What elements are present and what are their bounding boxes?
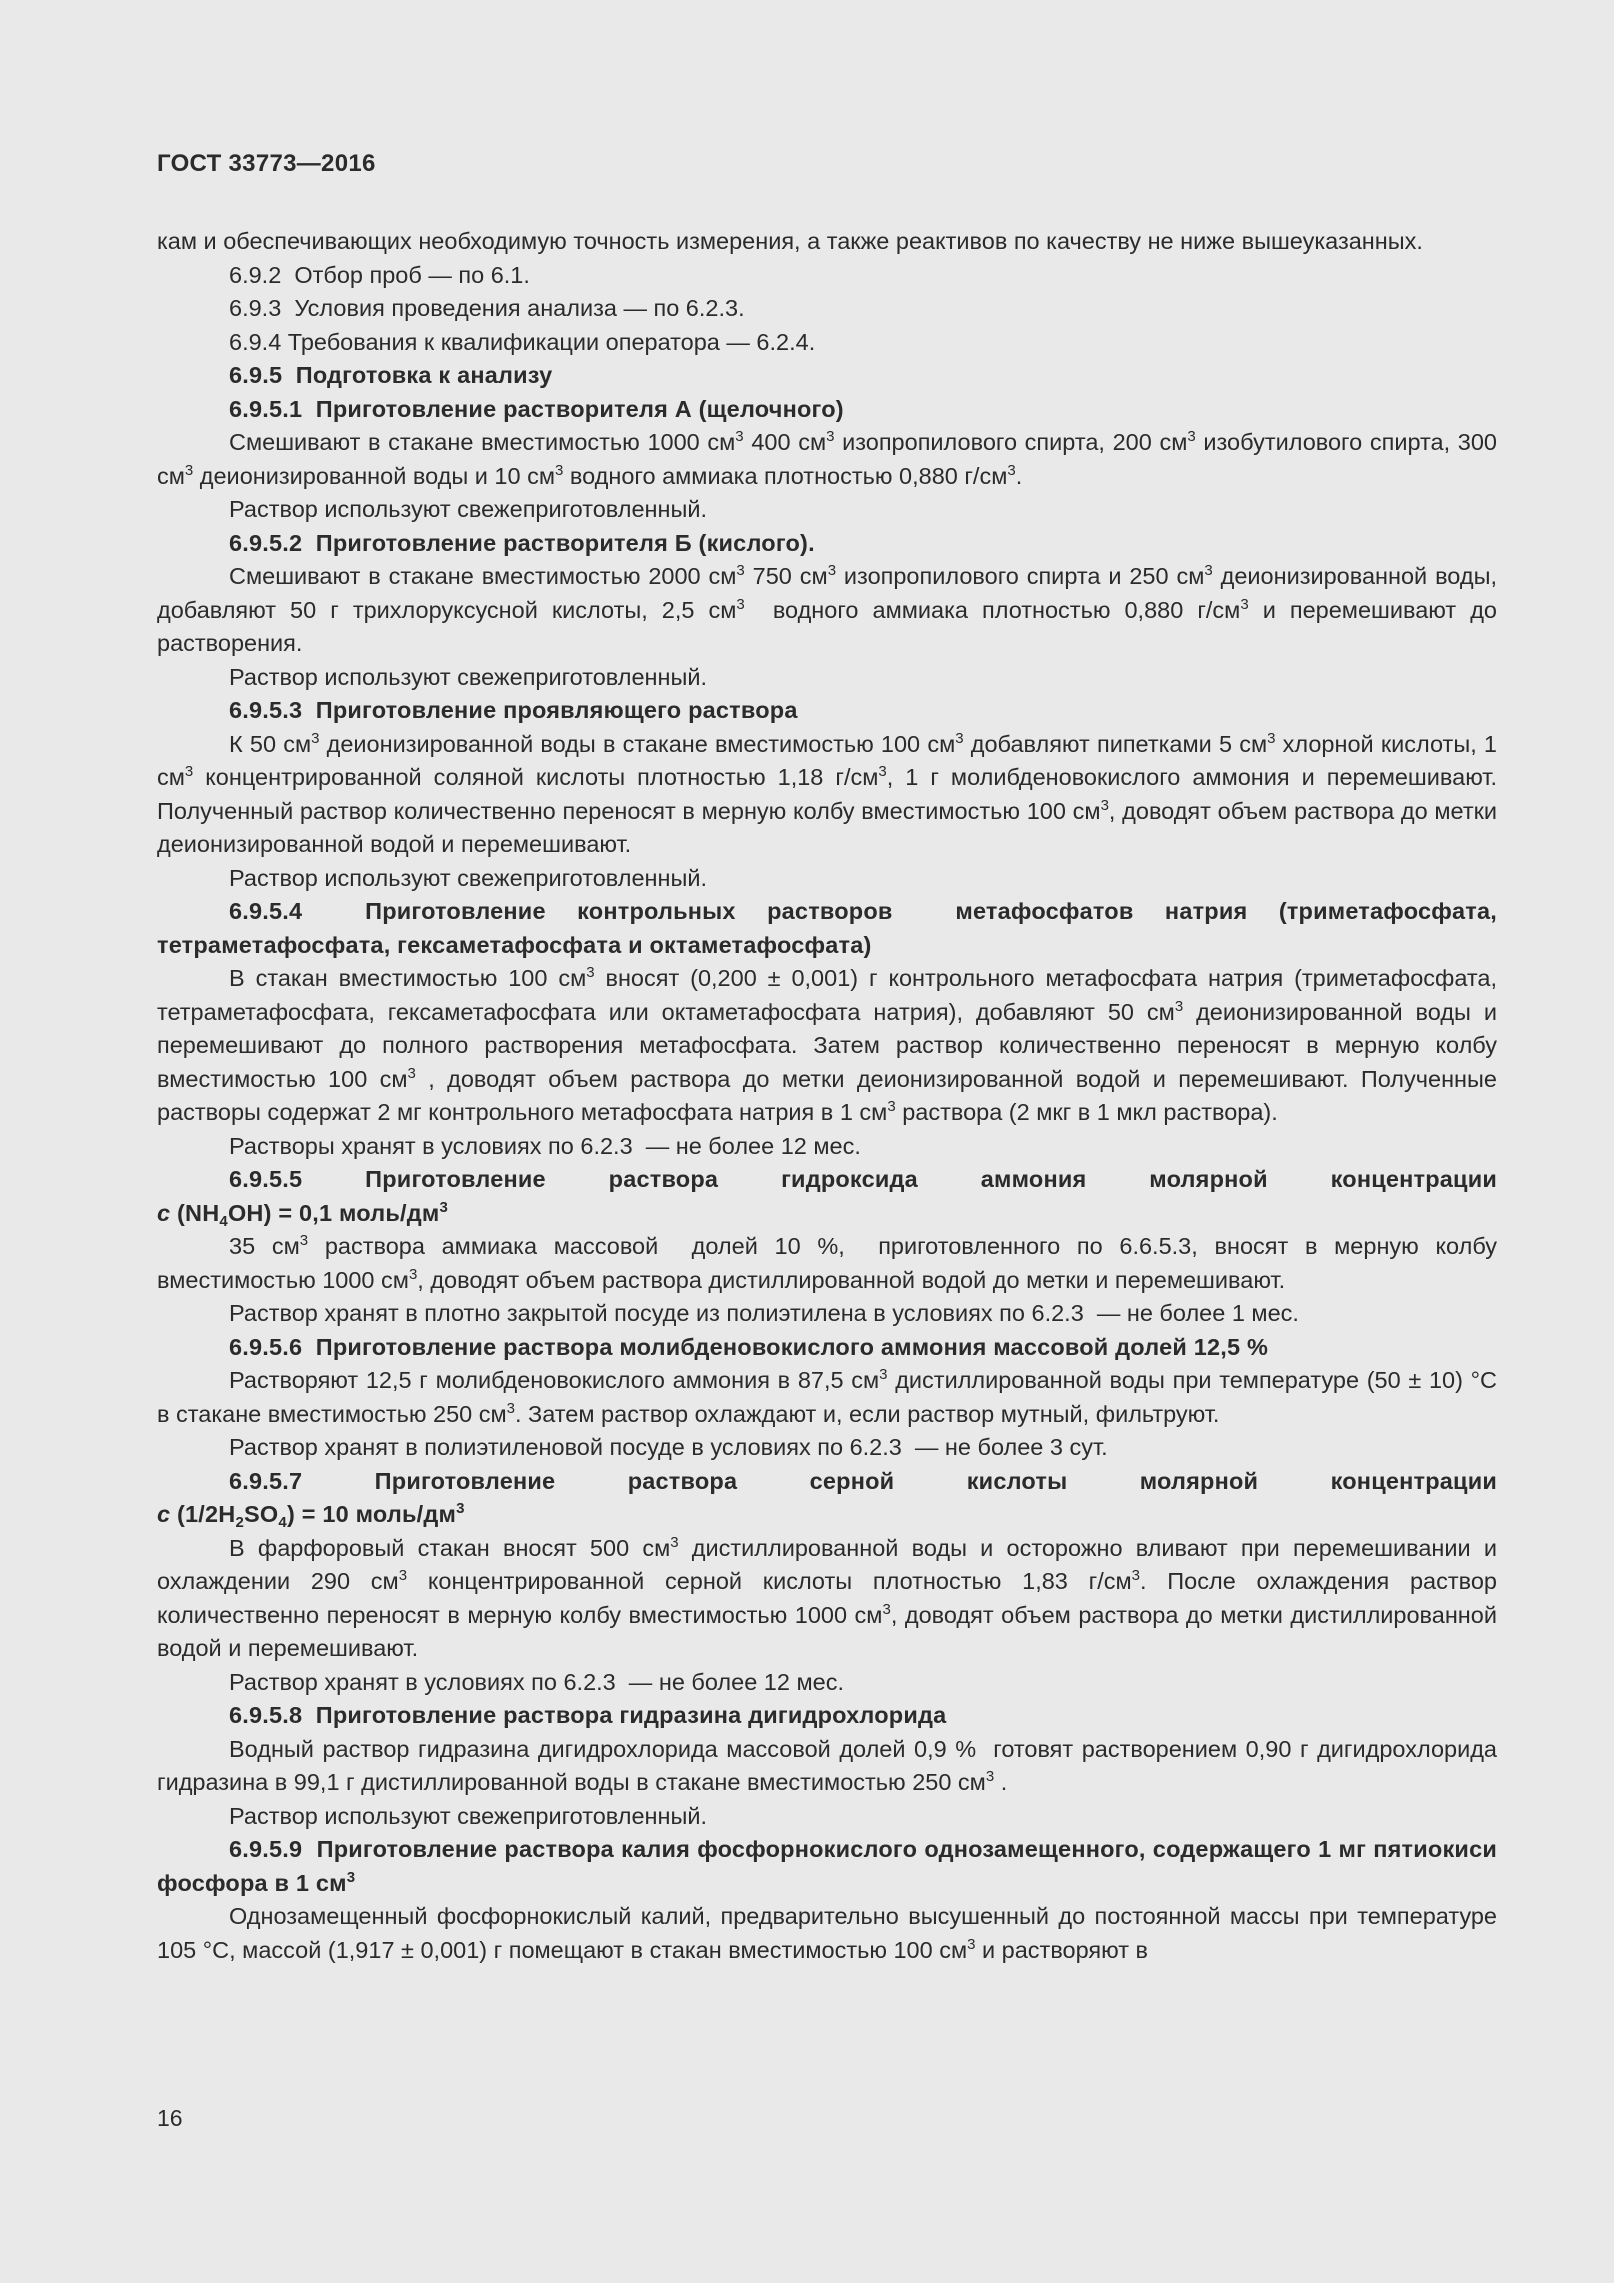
section-heading: 6.9.5.7 Приготовление раствора серной кислоты молярной концентрации (229, 1467, 1497, 1494)
section-heading: 6.9.5.2 Приготовление растворителя Б (кислого). (229, 529, 815, 556)
paragraph: Раствор используют свежеприготовленный. (229, 1802, 708, 1829)
page-number: 16 (157, 2105, 183, 2131)
section-heading: 6.9.5.5 Приготовление раствора гидроксида аммония молярной концентрации (229, 1166, 1497, 1192)
paragraph: Раствор хранят в плотно закрытой посуде из полиэтилена в условиях по 6.2.3 — не более 1 мес. (229, 1300, 1299, 1326)
paragraph: Водный раствор гидразина дигидрохлорида массовой долей 0,9 % готовят растворением 0,90 г дигидрохлорида гидразина в 99,1 г дистиллированной воды в стакане вместимостью 250 $см^3$ . (157, 1735, 1497, 1795)
section-heading: 6.9.5.6 Приготовление раствора молибденовокислого аммония массовой долей 12,5 % (229, 1333, 1269, 1360)
paragraph: Смешивают в стакане вместимостью 1000 $см^3$ 400 $см^3$ изопропилового спирта, 200 $см^3$ изобутилового спирта, 300 $см^3$ деионизированной воды и 10 $см^3$ водного аммиака плотностью 0,880 $г/см^3$. (157, 428, 1497, 489)
document-header: ГОСТ 33773—2016 (157, 150, 376, 177)
paragraph: В фарфоровый стакан вносят 500 $см^3$ дистиллированной воды и осторожно вливают при перемешивании и охлаждении 290 $см^3$ концентрированной серной кислоты плотностью 1,83 $г/см^3$. После охлаждения раствор количественно переносят в мерную колбу вместимостью 1000 $см^3$, доводят объем раствора до метки дистиллированной водой и перемешивают. (157, 1533, 1497, 1661)
paragraph: К 50 $см^3$ деионизированной воды в стакане вместимостью 100 $см^3$ добавляют пипетками 5 $см^3$ хлорной кислоты, 1 $см^3$ концентрированной соляной кислоты плотностью 1,18 $г/см^3$, 1 г молибденовокислого аммония и перемешивают. Полученный раствор количественно переносят в мерную колбу вместимостью 100 $см^3$, доводят объем раствора до метки деионизированной водой и перемешивают. (157, 729, 1498, 857)
paragraph: 6.9.4 Требования к квалификации оператора — 6.2.4. (229, 328, 816, 355)
section-heading: c $(1/2H_2SO_4) = 10$ моль/$дм^3$ (157, 1500, 465, 1531)
paragraph: Растворяют 12,5 г молибденовокислого аммония в 87,5 $см^3$ дистиллированной воды при температуре (50 ± 10) °С в стакане вместимостью 250 $см^3$. Затем раствор охлаждают и, если раствор мутный, фильтруют. (157, 1366, 1497, 1427)
paragraph: Смешивают в стакане вместимостью 2000 $см^3$ 750 $см^3$ изопропилового спирта и 250 $см^3$ деионизированной воды, добавляют 50 г трихлоруксусной кислоты, 2,5 $см^3$ водного аммиака плотностью 0,880 $г/см^3$ и перемешивают до растворения. (157, 562, 1497, 656)
paragraph: Раствор хранят в полиэтиленовой посуде в условиях по 6.2.3 — не более 3 сут. (229, 1434, 1108, 1460)
paragraph: Раствор используют свежеприготовленный. (229, 496, 708, 522)
paragraph: Раствор хранят в условиях по 6.2.3 — не более 12 мес. (229, 1668, 844, 1695)
section-heading: 6.9.5.9 Приготовление раствора калия фосфорнокислого однозамещенного, содержащего 1 мг пятиокиси фосфора в 1 $см^3$ (157, 1836, 1497, 1896)
paragraph: 6.9.3 Условия проведения анализа — по 6.2.3. (229, 295, 745, 321)
section-heading: 6.9.5.8 Приготовление раствора гидразина дигидрохлорида (229, 1702, 947, 1728)
paragraph: кам и обеспечивающих необходимую точность измерения, а также реактивов по качеству не ниже вышеуказанных. (157, 228, 1423, 254)
paragraph: 35 $см^3$ раствора аммиака массовой долей 10 %, приготовленного по 6.6.5.3, вносят в мерную колбу вместимостью 1000 $см^3$, доводят объем раствора дистиллированной водой до метки и перемешивают. (157, 1232, 1498, 1293)
section-heading: 6.9.5.3 Приготовление проявляющего раствора (229, 697, 798, 723)
section-heading: 6.9.5.4 Приготовление контрольных растворов метафосфатов натрия (триметафосфата, тетраметафосфата, гексаметафосфата и октаметафосфата) (157, 898, 1497, 958)
paragraph: 6.9.2 Отбор проб — по 6.1. (229, 261, 530, 288)
section-heading: c $(NH_4OH) = 0,1$ моль/$дм^3$ (157, 1198, 448, 1230)
section-heading: 6.9.5.1 Приготовление растворителя А (щелочного) (229, 395, 844, 422)
paragraph: Раствор используют свежеприготовленный. (229, 864, 708, 891)
paragraph: Раствор используют свежеприготовленный. (229, 663, 708, 690)
document-body (157, 225, 1497, 1967)
section-heading: 6.9.5 Подготовка к анализу (229, 362, 553, 388)
paragraph: Однозамещенный фосфорнокислый калий, предварительно высушенный до постоянной массы при температуре 105 °С, массой (1,917 ± 0,001) г помещают в стакан вместимостью 100 $см^3$ и растворяют в (157, 1903, 1497, 1963)
paragraph: Растворы хранят в условиях по 6.2.3 — не более 12 мес. (229, 1132, 861, 1159)
paragraph: В стакан вместимостью 100 $см^3$ вносят (0,200 ± 0,001) г контрольного метафосфата натрия (триметафосфата, тетраметафосфата, гексаметафосфата или октаметафосфата натрия), добавляют 50 $см^3$ деионизированной воды и перемешивают до полного растворения метафосфата. Затем раствор количественно переносят в мерную колбу вместимостью 100 $см^3$ , доводят объем раствора до метки деионизированной водой и перемешивают. Полученные растворы содержат 2 мг контрольного метафосфата натрия в 1 $см^3$ раствора (2 мкг в 1 мкл раствора). (157, 964, 1498, 1125)
